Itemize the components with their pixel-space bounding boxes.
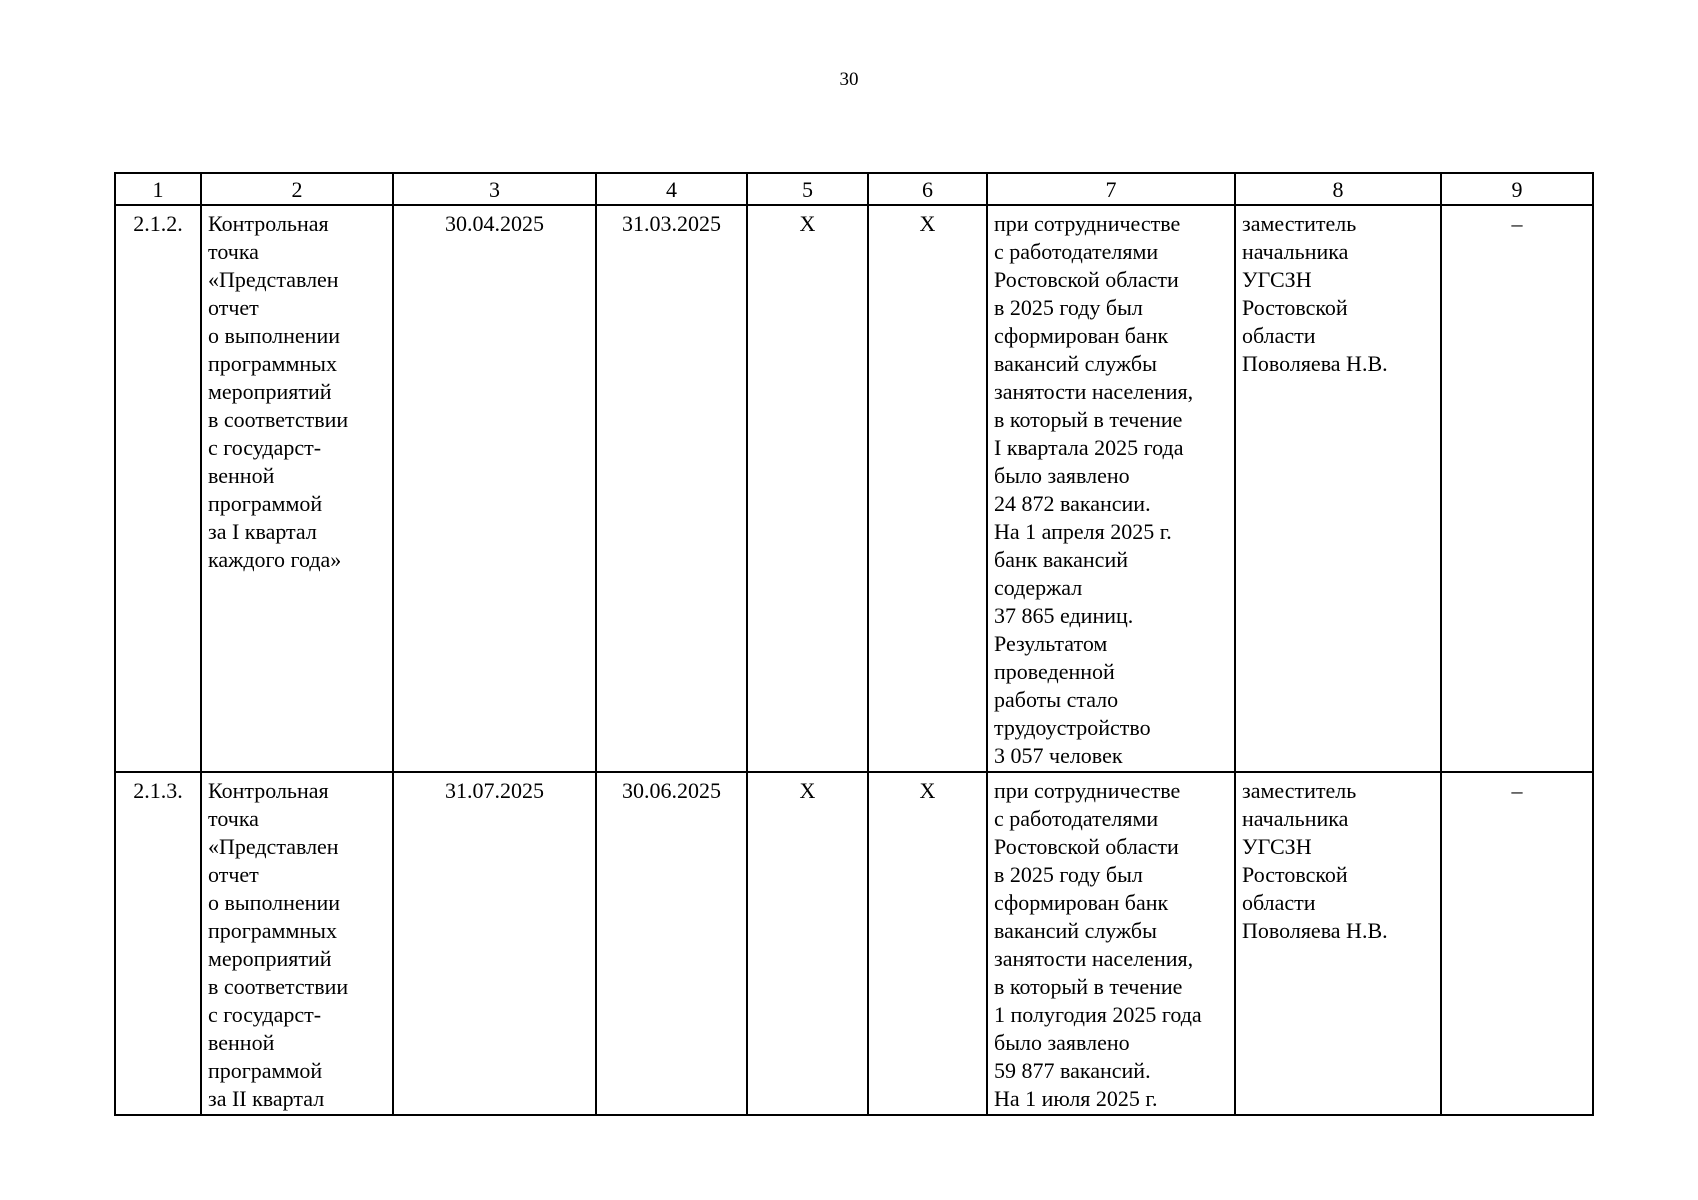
col6-value: X [868, 205, 987, 772]
page-number: 30 [839, 69, 859, 90]
table-row [115, 205, 1593, 772]
header-cell: 5 [747, 173, 868, 205]
col9-value: – [1441, 205, 1593, 772]
item-number: 2.1.3. [115, 772, 201, 1115]
plan-date: 30.04.2025 [393, 205, 596, 772]
header-cell: 4 [596, 173, 747, 205]
col5-value: X [747, 205, 868, 772]
header-cell: 8 [1235, 173, 1441, 205]
header-cell: 7 [987, 173, 1235, 205]
table-row [115, 772, 1593, 1115]
result-text: при сотрудничестве с работодателями Ростовской области в 2025 году был сформирован банк вакансий службы занятости населения, в который в течение 1 полугодия 2025 года было заявлено 59 877 вакансий. На 1 июля 2025 г. [987, 772, 1235, 1115]
header-cell: 2 [201, 173, 393, 205]
item-name: Контрольная точка «Представлен отчет о выполнении программных мероприятий в соответствии с государст- венной программой за I квартал каждого года» [201, 205, 393, 772]
plan-date: 31.07.2025 [393, 772, 596, 1115]
result-text: при сотрудничестве с работодателями Ростовской области в 2025 году был сформирован банк вакансий службы занятости населения, в который в течение I квартала 2025 года было заявлено 24 872 вакансии. На 1 апреля 2025 г. банк вакансий содержал 37 865 единиц. Результатом проведенной работы стало трудоустройство 3 057 человек [987, 205, 1235, 772]
header-cell: 9 [1441, 173, 1593, 205]
item-name: Контрольная точка «Представлен отчет о выполнении программных мероприятий в соответствии с государст- венной программой за II квартал [201, 772, 393, 1115]
header-cell: 1 [115, 173, 201, 205]
responsible-person: заместитель начальника УГСЗН Ростовской области Поволяева Н.В. [1235, 772, 1441, 1115]
header-cell: 6 [868, 173, 987, 205]
header-cell: 3 [393, 173, 596, 205]
fact-date: 31.03.2025 [596, 205, 747, 772]
fact-date: 30.06.2025 [596, 772, 747, 1115]
report-table [114, 172, 1594, 1116]
col6-value: X [868, 772, 987, 1115]
responsible-person: заместитель начальника УГСЗН Ростовской области Поволяева Н.В. [1235, 205, 1441, 772]
col5-value: X [747, 772, 868, 1115]
table-header-row [115, 173, 1593, 205]
item-number: 2.1.2. [115, 205, 201, 772]
col9-value: – [1441, 772, 1593, 1115]
